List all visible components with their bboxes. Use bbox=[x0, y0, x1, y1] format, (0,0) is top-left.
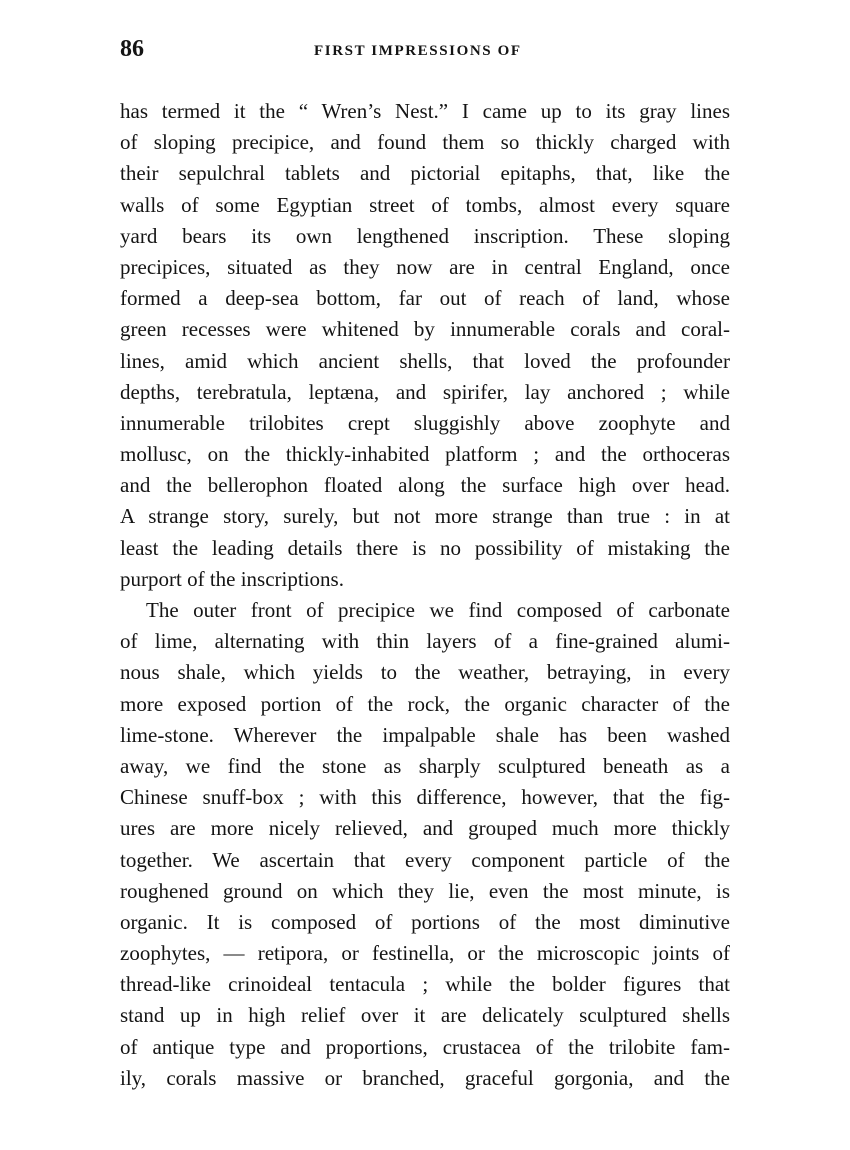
text-line: lime-stone. Wherever the impalpable shale has been washed bbox=[120, 722, 730, 747]
text-line: more exposed portion of the rock, the organic character of the bbox=[120, 691, 730, 716]
text-line: yard bears its own lengthened inscription. These sloping bbox=[120, 223, 730, 248]
text-line: nous shale, which yields to the weather, betraying, in every bbox=[120, 660, 730, 685]
running-title: FIRST IMPRESSIONS OF bbox=[314, 43, 522, 59]
text-line: has termed it the “ Wren’s Nest.” I came up to its gray lines bbox=[120, 99, 730, 123]
text-line: purport of the inscriptions. bbox=[120, 566, 344, 591]
text-line: organic. It is composed of portions of the most diminutive bbox=[120, 909, 730, 934]
text-line: of antique type and proportions, crustacea of the trilobite fam- bbox=[120, 1034, 730, 1059]
text-line: Chinese snuff-box ; with this difference, however, that the fig- bbox=[120, 785, 730, 810]
text-line: thread-like crinoideal tentacula ; while the bolder figures that bbox=[120, 972, 730, 997]
text-line: stand up in high relief over it are delicately sculptured shells bbox=[120, 1003, 730, 1028]
text-line: mollusc, on the thickly-inhabited platform ; and the orthoceras bbox=[120, 442, 730, 467]
running-head bbox=[120, 36, 730, 70]
text-line: of sloping precipice, and found them so thickly charged with bbox=[120, 130, 730, 155]
text-line: depths, terebratula, leptæna, and spirifer, lay anchored ; while bbox=[120, 379, 730, 404]
text-line: ily, corals massive or branched, graceful gorgonia, and the bbox=[120, 1065, 730, 1090]
page-number: 86 bbox=[120, 36, 144, 62]
text-line: of lime, alternating with thin layers of a fine-grained alumi- bbox=[120, 629, 730, 654]
text-line: The outer front of precipice we find composed of carbonate bbox=[146, 598, 730, 622]
text-line: ures are more nicely relieved, and grouped much more thickly bbox=[120, 816, 730, 841]
text-line: roughened ground on which they lie, even the most minute, is bbox=[120, 878, 730, 903]
text-line: lines, amid which ancient shells, that loved the profounder bbox=[120, 348, 730, 373]
text-line: least the leading details there is no possibility of mistaking the bbox=[120, 535, 730, 560]
text-line: zoophytes, — retipora, or festinella, or the microscopic joints of bbox=[120, 941, 730, 966]
text-line: A strange story, surely, but not more strange than true : in at bbox=[120, 504, 730, 529]
text-line: walls of some Egyptian street of tombs, almost every square bbox=[120, 192, 730, 217]
text-line: innumerable trilobites crept sluggishly above zoophyte and bbox=[120, 410, 730, 435]
text-line: and the bellerophon floated along the surface high over head. bbox=[120, 473, 730, 498]
body-text bbox=[120, 96, 730, 1094]
text-line: green recesses were whitened by innumerable corals and coral- bbox=[120, 317, 730, 342]
text-line: away, we find the stone as sharply sculptured beneath as a bbox=[120, 753, 730, 778]
text-line: their sepulchral tablets and pictorial epitaphs, that, like the bbox=[120, 161, 730, 186]
text-line: formed a deep-sea bottom, far out of reach of land, whose bbox=[120, 286, 730, 311]
text-line: together. We ascertain that every component particle of the bbox=[120, 847, 730, 872]
text-line: precipices, situated as they now are in central England, once bbox=[120, 254, 730, 279]
